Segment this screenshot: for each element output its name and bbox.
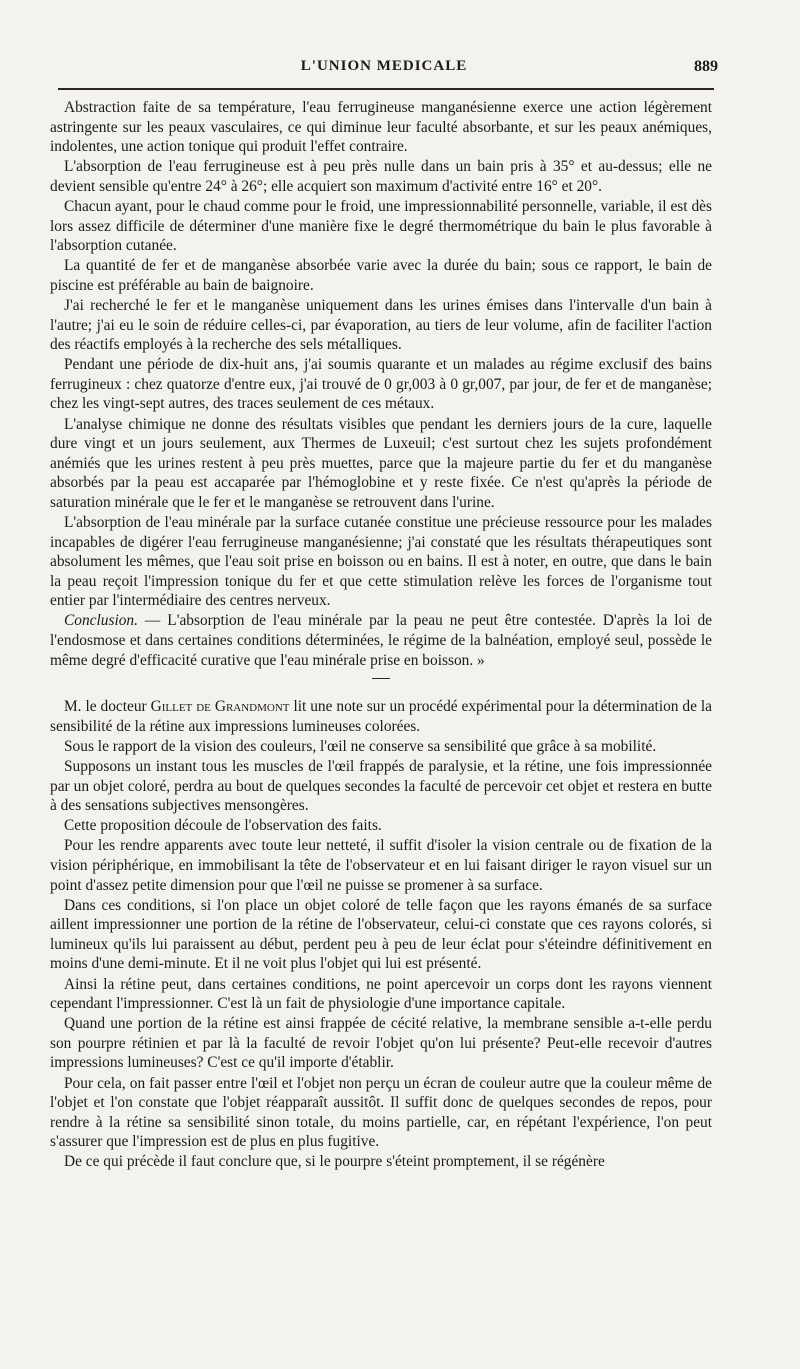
running-title: L'UNION MEDICALE — [300, 58, 468, 74]
paragraph: L'absorption de l'eau ferrugineuse est à peu près nulle dans un bain pris à 35° et au-dessus; elle ne devient sensible qu'entre 24° à 26°; elle acquiert son maximum d'activité entre 16° et 20°. — [50, 158, 712, 195]
conclusion-lead: Conclusion. — [64, 612, 138, 630]
article-body — [50, 98, 712, 1172]
paragraph: Supposons un instant tous les muscles de l'œil frappés de paralysie, et la rétine, une fois impressionnée par un objet coloré, perdra au bout de quelques secondes la faculté de percevoir cet objet et restera en butte à des sensations subjectives mensongères. — [50, 758, 712, 815]
page-header — [50, 58, 718, 84]
header-rule — [58, 88, 714, 90]
paragraph: Pour cela, on fait passer entre l'œil et l'objet non perçu un écran de couleur autre que la couleur même de l'objet et l'on constate que l'objet réapparaît aussitôt. Il suffit donc de quelques secondes de repos, pour rendre à la rétine sa sensibilité sinon totale, du moins partielle, car, en répétant l'expérience, l'on peut s'assurer que l'impression est de plus en plus fugitive. — [50, 1074, 712, 1151]
section-intro-paragraph — [50, 697, 712, 736]
paragraph: Ainsi la rétine peut, dans certaines conditions, ne point apercevoir un corps dont les rayons viennent cependant l'impressionner. C'est là un fait de physiologie d'une importance capitale. — [50, 975, 712, 1013]
page-number: 889 — [694, 58, 718, 75]
conclusion-paragraph — [50, 611, 712, 670]
paragraph: Quand une portion de la rétine est ainsi frappée de cécité relative, la membrane sensible a-t-elle perdu son pourpre rétinien et par là la faculté de revoir l'objet qu'on lui présente? Peut-elle recevoir d'autres impressions lumineuses? C'est ce qu'il importe d'établir. — [50, 1015, 712, 1072]
paragraph: Pour les rendre apparents avec toute leur netteté, il suffit d'isoler la vision centrale ou de fixation de la vision périphérique, en immobilisant la tête de l'observateur et en lui faisant diriger le rayon visuel sur un point d'assez petite dimension pour que l'œil ne puisse se promener à sa surface. — [50, 837, 712, 894]
section-separator — [372, 678, 390, 679]
conclusion-text: — L'absorption de l'eau minérale par la peau ne peut être contestée. D'après la loi de l'endosmose et dans certaines conditions déterminées, le régime de la balnéation, employé seul, possède le même degré d'efficacité curative que l'eau minérale prise en boisson. » — [50, 612, 712, 669]
intro-rest: lit une note sur un procédé expérimental pour la détermination de la sensibilité de la rétine aux impressions lumineuses colorées. — [50, 698, 713, 735]
paragraph: Cette proposition découle de l'observation des faits. — [64, 817, 382, 835]
paragraph: Dans ces conditions, si l'on place un objet coloré de telle façon que les rayons émanés de sa surface aillent impressionner une portion de la rétine de l'observateur, celui-ci constate que ces rayons colorés, si lumineux qu'ils lui paraissent au début, perdent peu à peu de leur éclat pour s'éteindre définitivement en moins d'une demi-minute. Et il ne voit plus l'objet qui lui est présenté. — [50, 896, 712, 973]
author-name: Gillet de Grandmont — [150, 698, 290, 716]
paragraph: De ce qui précède il faut conclure que, si le pourpre s'éteint promptement, il se régénère — [64, 1153, 605, 1171]
intro-prefix: M. le docteur — [64, 698, 151, 716]
paragraph: L'analyse chimique ne donne des résultats visibles que pendant les derniers jours de la cure, laquelle dure vingt et un jours seulement, aux Thermes de Luxeuil; c'est surtout chez les sujets profondément anémiés que les urines restent à peu près muettes, parce que la majeure partie du fer et du manganèse absorbés par la peau est accaparée par l'hémoglobine et y reste fixée. Ce n'est qu'après la période de saturation minérale que le fer et le manganèse se retrouvent dans l'urine. — [50, 415, 712, 511]
paragraph: Pendant une période de dix-huit ans, j'ai soumis quarante et un malades au régime exclusif des bains ferrugineux : chez quatorze d'entre eux, j'ai trouvé de 0 gr,003 à 0 gr,007, par jour, de fer et de manganèse; chez les vingt-sept autres, des traces seulement de ces métaux. — [50, 356, 712, 413]
paragraph: Chacun ayant, pour le chaud comme pour le froid, une impressionnabilité personnelle, variable, il est dès lors assez difficile de déterminer d'une manière fixe le degré thermométrique du bain le plus favorable à l'absorption cutanée. — [50, 197, 712, 255]
paragraph: J'ai recherché le fer et le manganèse uniquement dans les urines émises dans l'intervalle d'un bain à l'autre; j'ai eu le soin de réduire celles-ci, par évaporation, au tiers de leur volume, afin de faciliter l'action des réactifs employés à la recherche des sels métalliques. — [50, 296, 712, 354]
paragraph: Sous le rapport de la vision des couleurs, l'œil ne conserve sa sensibilité que grâce à sa mobilité. — [64, 737, 657, 755]
paragraph: Abstraction faite de sa température, l'eau ferrugineuse manganésienne exerce une action légèrement astringente sur les peaux vasculaires, ce qui diminue leur faculté absorbante, et sur les peaux anémiques, indolentes, une action tonique qui produit l'effet contraire. — [50, 99, 712, 156]
paragraph: L'absorption de l'eau minérale par la surface cutanée constitue une précieuse ressource pour les malades incapables de digérer l'eau ferrugineuse manganésienne; j'ai constaté que les résultats thérapeutiques sont absolument les mêmes, que l'eau soit prise en boisson ou en bains. Il est à noter, en outre, que dans le bain la peau reçoit l'impression tonique du fer et que cette stimulation relève les forces de l'organisme tout entier par l'intermédiaire des centres nerveux. — [50, 513, 712, 610]
paragraph: La quantité de fer et de manganèse absorbée varie avec la durée du bain; sous ce rapport, le bain de piscine est préférable au bain de baignoire. — [50, 257, 712, 294]
